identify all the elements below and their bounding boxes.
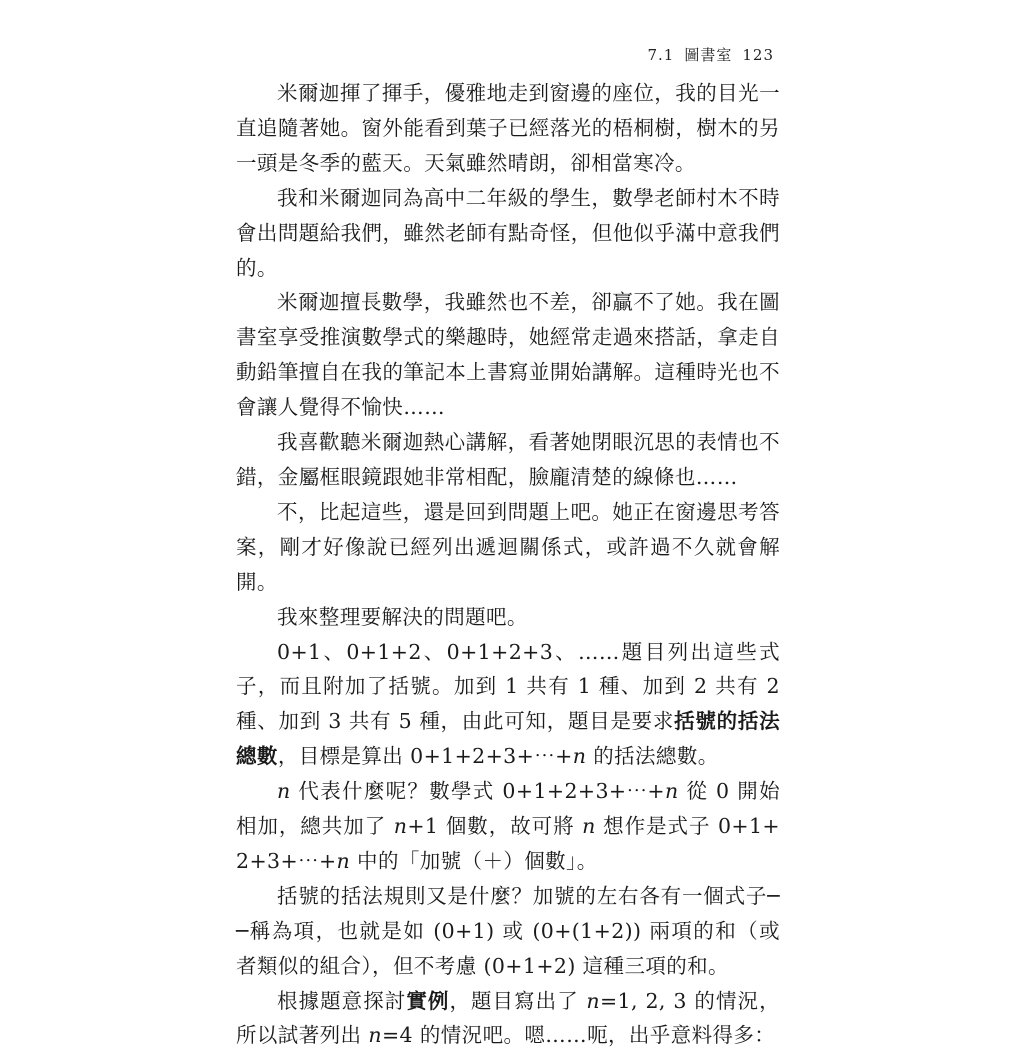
paragraph	[236, 181, 780, 286]
paragraph	[236, 425, 780, 495]
text-run: 不，比起這些，還是回到問題上吧。她正在窗邊思考答案，剛才好像說已經列出遞迴關係式，或許過不久就會解開。	[236, 499, 780, 594]
math-variable: n	[572, 744, 587, 769]
running-head	[647, 44, 774, 65]
paragraph	[236, 495, 780, 600]
paragraph	[236, 600, 780, 635]
section-title: 圖書室	[684, 46, 733, 64]
math-variable: n	[582, 814, 596, 839]
paragraph	[236, 635, 780, 775]
paragraph	[236, 76, 780, 181]
text-run: 想作是式子 0+1+2+3+⋯+	[236, 814, 780, 873]
text-run: ，題目寫出了	[449, 988, 587, 1013]
text-run: 代表什麼呢？數學式 0+1+2+3+⋯+	[290, 779, 665, 804]
text-run: 的括法總數。	[586, 744, 719, 769]
emphasis-text: 實例	[406, 988, 450, 1013]
paragraph	[236, 774, 780, 879]
math-variable: n	[336, 848, 351, 873]
page-number: 123	[742, 46, 774, 64]
text-run: 我來整理要解決的問題吧。	[277, 604, 528, 629]
text-run: 根據題意探討	[277, 988, 407, 1013]
text-run: 中的「加號（＋）個數」。	[350, 848, 598, 873]
text-run: 米爾迦擅長數學，我雖然也不差，卻贏不了她。我在圖書室享受推演數學式的樂趣時，她經常走過來搭話，拿走自動鉛筆擅自在我的筆記本上書寫並開始講解。這種時光也不會讓人覺得不愉快……	[236, 290, 780, 420]
text-run: =1, 2, 3 的情況，所以試著列出	[236, 988, 780, 1048]
paragraph	[236, 285, 780, 425]
text-run: 0+1、0+1+2、0+1+2+3、……題目列出這些式子，而且附加了括號。加到 1 共有 1 種、加到 2 共有 2 種、加到 3 共有 5 種，由此可知，題目是要求	[236, 639, 780, 734]
text-run: 米爾迦揮了揮手，優雅地走到窗邊的座位，我的目光一直追隨著她。窗外能看到葉子已經落光的梧桐樹，樹木的另一頭是冬季的藍天。天氣雖然晴朗，卻相當寒冷。	[236, 81, 780, 175]
emphasis-text: 括號的括法總數	[236, 709, 781, 769]
math-variable: n	[277, 779, 291, 804]
text-run: +1 個數，故可將	[407, 814, 583, 839]
math-variable: n	[586, 988, 600, 1013]
paragraph	[236, 984, 780, 1053]
section-number: 7.1	[647, 46, 675, 64]
math-variable: n	[368, 1023, 382, 1048]
text-run: 括號的括法規則又是什麼？加號的左右各有一個式子──稱為項，也就是如 (0+1) 或 (0+(1+2)) 兩項的和（或者類似的組合），但不考慮 (0+1+2) 這種三項的和。	[236, 883, 780, 978]
text-run: 我喜歡聽米爾迦熱心講解，看著她閉眼沉思的表情也不錯，金屬框眼鏡跟她非常相配，臉龐清楚的線條也……	[236, 430, 780, 489]
text-run: ，目標是算出 0+1+2+3+⋯+	[277, 744, 573, 769]
math-variable: n	[664, 779, 679, 804]
body-text	[236, 76, 780, 1053]
text-run: 從 0 開始相加，總共加了	[236, 779, 780, 839]
text-run: =4 的情況吧。嗯……呃，出乎意料得多：	[381, 1023, 776, 1048]
paragraph	[236, 879, 780, 984]
text-run: 我和米爾迦同為高中二年級的學生，數學老師村木不時會出問題給我們，雖然老師有點奇怪，但他似乎滿中意我們的。	[236, 185, 780, 280]
math-variable: n	[393, 814, 408, 839]
